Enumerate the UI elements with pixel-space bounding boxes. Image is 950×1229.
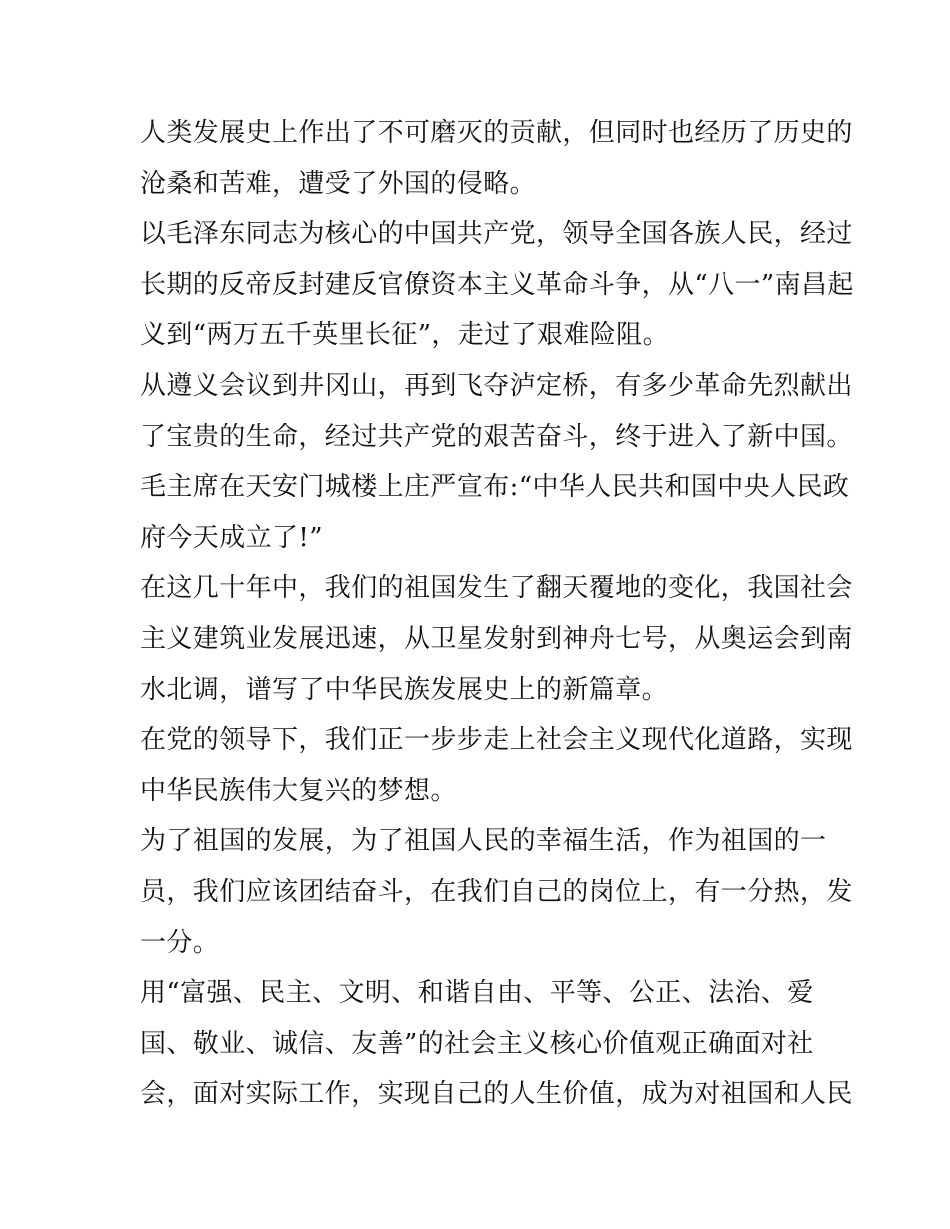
text-line: 长期的反帝反封建反官僚资本主义革命斗争，从“八一”南昌起 bbox=[140, 269, 854, 300]
text-line: 会，面对实际工作，实现自己的人生价值，成为对祖国和人民 bbox=[140, 1079, 853, 1110]
text-line: 为了祖国的发展，为了祖国人民的幸福生活，作为祖国的一 bbox=[140, 826, 827, 857]
text-line: 从遵义会议到井冈山，再到飞夺泸定桥，有多少革命先烈献出 bbox=[140, 370, 853, 401]
document-body bbox=[140, 108, 854, 1120]
text-line: 水北调，谱写了中华民族发展史上的新篇章。 bbox=[140, 674, 669, 705]
text-line: 中华民族伟大复兴的梦想。 bbox=[140, 775, 457, 806]
text-line: 国、敬业、诚信、友善”的社会主义核心价值观正确面对社 bbox=[140, 1028, 814, 1059]
text-line: 以毛泽东同志为核心的中国共产党，领导全国各族人民，经过 bbox=[140, 219, 853, 250]
text-line: 人类发展史上作出了不可磨灭的贡献，但同时也经历了历史的 bbox=[140, 118, 853, 148]
text-line: 义到“两万五千英里长征”，走过了艰难险阻。 bbox=[140, 320, 669, 351]
text-line: 毛主席在天安门城楼上庄严宣布:“中华人民共和国中央人民政 bbox=[140, 472, 850, 503]
text-line: 用“富强、民主、文明、和谐自由、平等、公正、法治、爱 bbox=[140, 978, 814, 1009]
text-line: 在党的领导下，我们正一步步走上社会主义现代化道路，实现 bbox=[140, 725, 853, 756]
text-line: 沧桑和苦难，遭受了外国的侵略。 bbox=[140, 168, 537, 199]
text-line: 在这几十年中，我们的祖国发生了翻天覆地的变化，我国社会 bbox=[140, 573, 853, 604]
text-line: 主义建筑业发展迅速，从卫星发射到神舟七号，从奥运会到南 bbox=[140, 623, 853, 654]
text-line: 了宝贵的生命，经过共产党的艰苦奋斗，终于进入了新中国。 bbox=[140, 421, 853, 452]
text-line: 一分。 bbox=[140, 927, 220, 958]
text-line: 员，我们应该团结奋斗，在我们自己的岗位上，有一分热，发 bbox=[140, 876, 853, 907]
text-line: 府今天成立了!” bbox=[140, 522, 323, 553]
